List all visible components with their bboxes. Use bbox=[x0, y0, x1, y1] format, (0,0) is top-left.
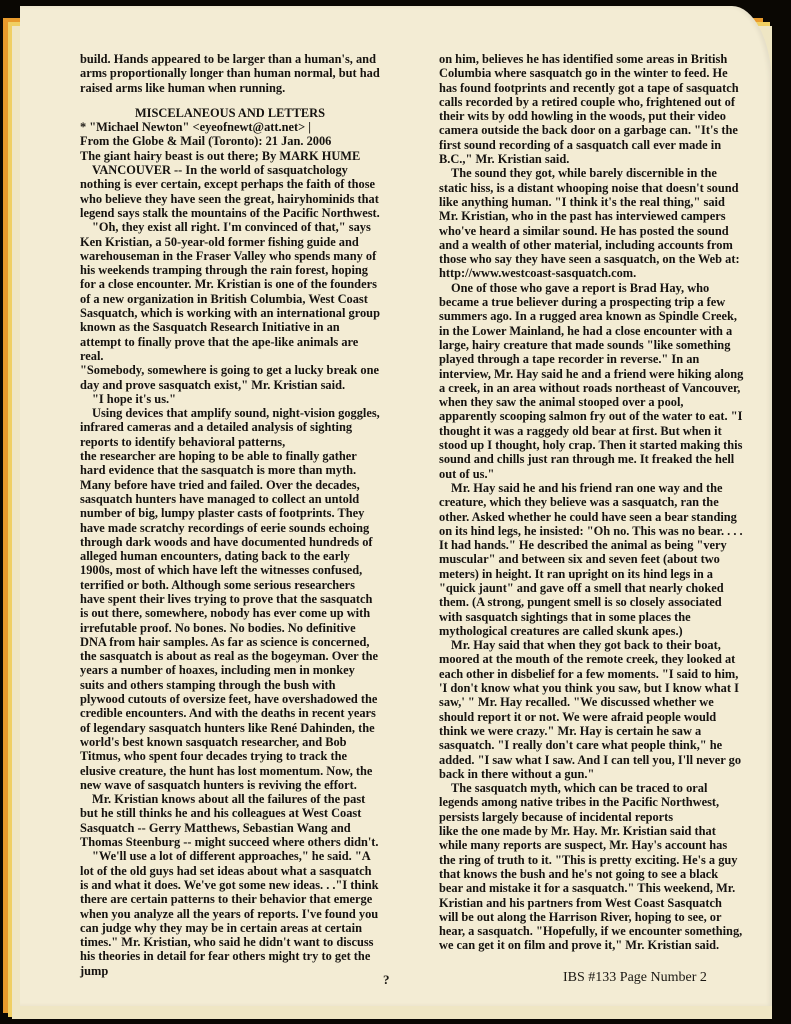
article-paragraph: "Oh, they exist all right. I'm convinced of that," says Ken Kristian, a 50-year-old former fishing guide and warehouseman in the Fraser Valley who spends many of his weekends tramping through the rain forest, hoping for a close encounter. Mr. Kristian is one of the founders of a new organization in British Columbia, West Coast Sasquatch, which is working with an international group known as the Sasquatch Research Initiative in an attempt to finally prove that the ape-like animals are real. bbox=[80, 220, 380, 363]
article-paragraph: Mr. Kristian knows about all the failures of the past but he still thinks he and his colleagues at West Coast Sasquatch -- Gerry Matthews, Sebastian Wang and Thomas Steenburg -- might succeed where others didn't. bbox=[80, 792, 379, 850]
left-column bbox=[80, 52, 380, 978]
article-headline: The giant hairy beast is out there; By MARK HUME bbox=[80, 148, 361, 163]
article-paragraph: One of those who gave a report is Brad Hay, who became a true believer during a prospecting trip a few summers ago. In a rugged area known as Spindle Creek, in the Lower Mainland, he had a close encounter with a large, hairy creature that made sounds "like something played through a tape recorder in reverse." In an interview, Mr. Hay said he and a friend were hiking along a creek, in an area without roads northeast of Vancouver, when they saw the animal stooped over a pool, apparently scooping salmon fry out of the water to eat. "I thought it was a raggedy old bear at first. But when it stood up I thought, holy crap. Then it started making this sound and chills just ran through me. It freaked the hell out of us." bbox=[439, 280, 744, 481]
right-column bbox=[439, 52, 744, 953]
article-paragraph: Using devices that amplify sound, night-vision goggles, infrared cameras and a detailed analysis of sighting reports to identify behavioral patterns, bbox=[80, 406, 380, 449]
article-paragraph: the researcher are hoping to be able to finally gather hard evidence that the sasquatch is more than myth. Many before have tried and failed. Over the decades, sasquatch hunters have managed to collect an untold number of big, lumpy plaster casts of footprints. They have made scratchy recordings of eerie sounds echoing through dark woods and have documented hundreds of alleged human encounters, dating back to the early 1900s, most of which have left the witnesses confused, terrified or both. Although some serious researchers have spent their lives trying to prove that the sasquatch is out there, somewhere, nobody has ever come up with irrefutable proof. No bones. No bodies. No definitive DNA from hair samples. As far as science is concerned, the sasquatch is about as real as the bogeyman. Over the years a number of hoaxes, including men in monkey suits and others stamping through the bush with plywood cutouts of oversize feet, have overshadowed the credible encounters. And with the deaths in recent years of legendary sasquatch hunters like René Dahinden, the world's best known sasquatch researcher, and Bob Titmus, who spent four decades trying to track the elusive creature, the hunt has lost momentum. Now, the new wave of sasquatch hunters is reviving the effort. bbox=[80, 449, 378, 792]
article-paragraph: on him, believes he has identified some areas in British Columbia where sasquatch go in the winter to feed. He has found footprints and recently got a tape of sasquatch calls recorded by a retired couple who, frightened out of their wits by odd howling in the woods, put their video camera outside the back door on a garbage can. "It's the first sound recording of a sasquatch call ever made in B.C.," Mr. Kristian said. bbox=[439, 52, 739, 167]
center-page-mark: ? bbox=[383, 972, 390, 987]
article-paragraph: "I hope it's us." bbox=[92, 391, 176, 406]
article-paragraph: like the one made by Mr. Hay. Mr. Kristian said that while many reports are suspect, Mr. Hay's account has the ring of truth to it. "This is pretty exciting. He's a guy that knows the bush and he's not going to see a black bear and mistake it for a sasquatch." This weekend, Mr. Kristian and his partners from West Coast Sasquatch will be out along the Harrison River, hoping to see, or hear, a sasquatch. "Hopefully, if we encounter something, we can get it on film and prove it," Mr. Kristian said. bbox=[439, 824, 743, 953]
article-paragraph: The sound they got, while barely discernible in the static hiss, is a distant whooping noise that doesn't sound like anything human. "I think it's the real thing," said Mr. Kristian, who in the past has interviewed campers who've heard a similar sound. He has posted the sound and a wealth of other material, including accounts from those who say they have seen a sasquatch, on the Web at: http://www.westcoast-sasquatch.com. bbox=[439, 166, 740, 281]
article-paragraph: "Somebody, somewhere is going to get a lucky break one day and prove sasquatch exist," Mr. Kristian said. bbox=[80, 363, 379, 392]
section-title: MISCELANEOUS AND LETTERS bbox=[134, 105, 326, 120]
source-line: From the Globe & Mail (Toronto): 21 Jan. 2006 bbox=[80, 134, 332, 149]
email-byline: * "Michael Newton" <eyeofnewt@att.net> | bbox=[80, 120, 312, 135]
article-paragraph: "We'll use a lot of different approaches," he said. "A lot of the old guys had set ideas about what a sasquatch is and what it does. We've got some new ideas. . ."I think there are certain patterns to their behavior that emerge when you analyze all the years of reports. I've found you can judge why they may be in certain areas at certain times." Mr. Kristian, who said he didn't want to discuss his theories in detail for fear others might try to get the jump bbox=[80, 849, 379, 978]
article-paragraph: The sasquatch myth, which can be traced to oral legends among native tribes in the Pacific Northwest, persists largely because of incidental reports bbox=[439, 781, 720, 824]
article-paragraph: VANCOUVER -- In the world of sasquatchology nothing is ever certain, except perhaps the faith of those who believe they have seen the great, hairyhominids that legend says stalk the mountains of the Pacific Northwest. bbox=[80, 163, 380, 220]
article-paragraph: Mr. Hay said he and his friend ran one way and the creature, which they believe was a sasquatch, ran the other. Asked whether he could have seen a bear standing on its hind legs, he insisted: "Oh no. This was no bear. . . . It had hands." He described the animal as being "very muscular" and between six and seven feet (about two meters) in height. It ran upright on its hind legs in a "quick jaunt" and gave off a smell that nearly choked them. (A strong, pungent smell is so closely associated with sasquatch sightings that in some places the mythological creatures are called skunk apes.) bbox=[439, 480, 743, 638]
intro-paragraph: build. Hands appeared to be larger than a human's, and arms proportionally longer than human normal, but had raised arms like human when running. bbox=[80, 52, 380, 95]
page-number-footer: IBS #133 Page Number 2 bbox=[563, 970, 707, 985]
article-paragraph: Mr. Hay said that when they got back to their boat, moored at the mouth of the remote creek, they looked at each other in disbelief for a few moments. "I said to him, 'I don't know what you think you saw, but I know what I saw,' " Mr. Hay recalled. "We discussed whether we should report it or not. We were afraid people would think we were crazy." Mr. Hay is certain he saw a sasquatch. "I really don't care what people think," he added. "I saw what I saw. And I can tell you, I'll never go back in there without a gun." bbox=[439, 638, 742, 781]
